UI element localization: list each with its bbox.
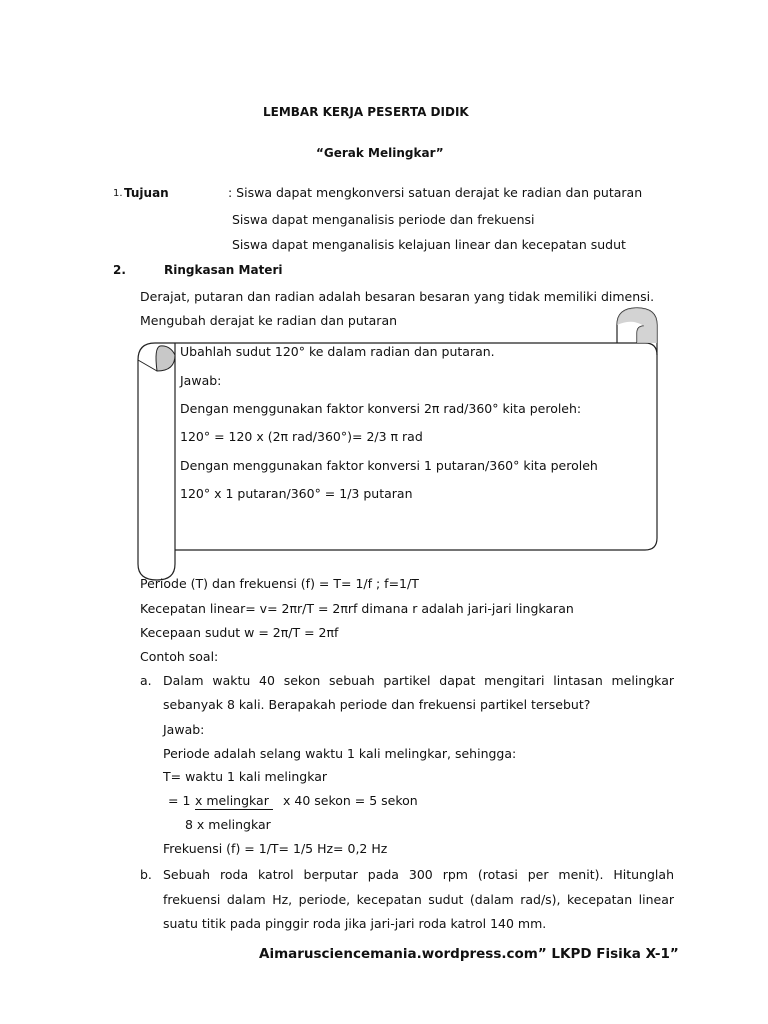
section1-number: 1.: [113, 188, 123, 199]
formula-line: Periode (T) dan frekuensi (f) = T= 1/f ; f=1/T: [140, 576, 419, 591]
example-b-question: suatu titik pada pinggir roda jika jari-jari roda katrol 140 mm.: [163, 916, 547, 931]
formula-line: Kecepatan linear= v= 2πr/T = 2πrf dimana r adalah jari-jari lingkaran: [140, 601, 574, 616]
example-a-question: sebanyak 8 kali. Berapakah periode dan frekuensi partikel tersebut?: [163, 697, 591, 712]
example-heading: Contoh soal:: [140, 649, 219, 664]
fraction-suffix: x 40 sekon = 5 sekon: [283, 793, 418, 808]
answer-line: Jawab:: [163, 722, 205, 737]
intro-line: Derajat, putaran dan radian adalah besaran besaran yang tidak memiliki dimensi.: [140, 289, 655, 304]
objective-3: Siswa dapat menganalisis kelajuan linear dan kecepatan sudut: [232, 237, 626, 252]
example-b-question: Sebuah roda katrol berputar pada 300 rpm (rotasi per menit). Hitunglah: [163, 867, 674, 882]
answer-line: Periode adalah selang waktu 1 kali melingkar, sehingga:: [163, 746, 517, 761]
section2-number: 2.: [113, 263, 126, 277]
footer: Aimarusciencemania.wordpress.com” LKPD Fisika X-1”: [259, 946, 679, 962]
page-title: LEMBAR KERJA PESERTA DIDIK: [263, 105, 469, 119]
scroll-line: Jawab:: [180, 373, 222, 388]
formula-line: Kecepaan sudut w = 2π/T = 2πf: [140, 625, 339, 640]
fraction-denominator: 8 x melingkar: [185, 817, 271, 832]
example-a-question: Dalam waktu 40 sekon sebuah partikel dapat mengitari lintasan melingkar: [163, 673, 674, 688]
intro-line: Mengubah derajat ke radian dan putaran: [140, 313, 398, 328]
answer-line: T= waktu 1 kali melingkar: [163, 769, 328, 784]
scroll-line: 120° x 1 putaran/360° = 1/3 putaran: [180, 486, 413, 501]
section1-label: Tujuan: [124, 186, 169, 200]
example-a-marker: a.: [140, 673, 152, 688]
objective-1: : Siswa dapat mengkonversi satuan derajat ke radian dan putaran: [228, 185, 643, 200]
objective-2: Siswa dapat menganalisis periode dan frekuensi: [232, 212, 535, 227]
scroll-line: Dengan menggunakan faktor konversi 1 putaran/360° kita peroleh: [180, 458, 598, 473]
fraction-numerator: x melingkar: [195, 793, 273, 810]
frequency-result: Frekuensi (f) = 1/T= 1/5 Hz= 0,2 Hz: [163, 841, 388, 856]
section2-label: Ringkasan Materi: [164, 263, 283, 277]
scroll-line: 120° = 120 x (2π rad/360°)= 2/3 π rad: [180, 429, 423, 444]
scroll-line: Ubahlah sudut 120° ke dalam radian dan putaran.: [180, 344, 495, 359]
example-b-marker: b.: [140, 867, 152, 882]
scroll-line: Dengan menggunakan faktor konversi 2π rad/360° kita peroleh:: [180, 401, 582, 416]
fraction-prefix: = 1: [168, 793, 191, 808]
example-b-question: frekuensi dalam Hz, periode, kecepatan sudut (dalam rad/s), kecepatan linear: [163, 892, 674, 907]
page-subtitle: “Gerak Melingkar”: [316, 146, 444, 160]
